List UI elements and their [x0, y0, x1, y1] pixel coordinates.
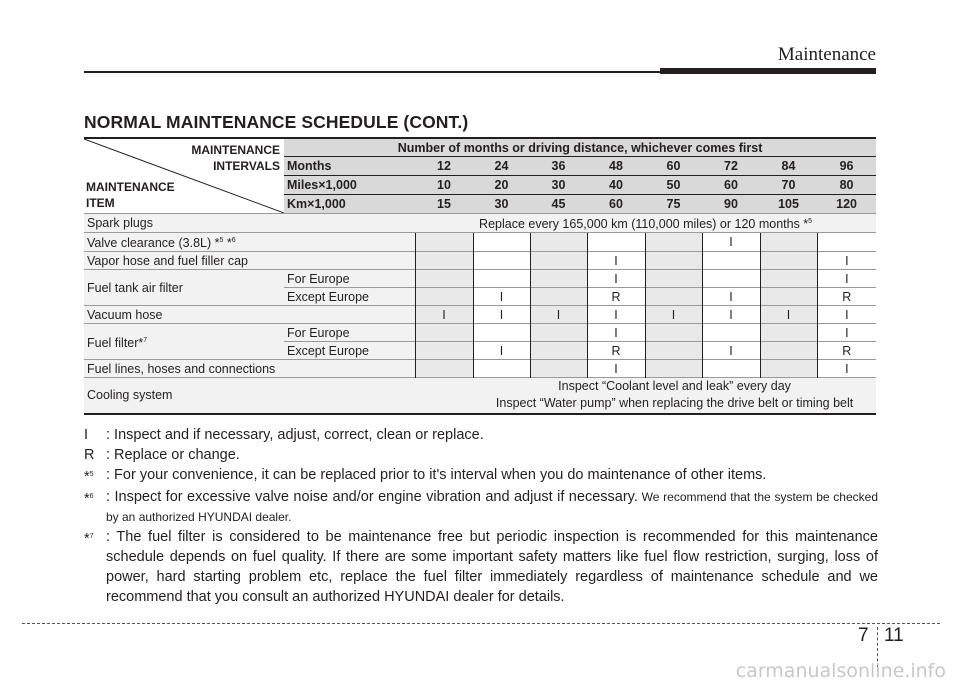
- miles-cell: 80: [817, 176, 876, 195]
- value-cell: [645, 324, 702, 342]
- miles-cell: 60: [702, 176, 760, 195]
- value-cell: [645, 288, 702, 306]
- table-row-cooling-system: [84, 378, 876, 414]
- footer-rule: [22, 623, 940, 624]
- item-label: Cooling system: [84, 378, 473, 414]
- corner-intervals-label: MAINTENANCE INTERVALS: [191, 143, 280, 173]
- value-cell: R: [587, 288, 645, 306]
- header-title: Maintenance: [777, 44, 876, 65]
- value-cell: [415, 233, 473, 252]
- note-6: *$^6$ : Inspect for excessive valve noise and/or engine vibration and adjust if necessary. We recommend that the system be checked by an authorized HYUNDAI dealer.: [84, 489, 878, 524]
- km-cell: 75: [645, 195, 702, 214]
- value-cell: [530, 233, 587, 252]
- value-cell: I: [702, 233, 760, 252]
- months-cell: 24: [473, 157, 530, 176]
- value-cell: [760, 324, 817, 342]
- value-cell: [415, 270, 473, 288]
- value-cell: [530, 252, 587, 270]
- months-cell: 60: [645, 157, 702, 176]
- km-cell: 60: [587, 195, 645, 214]
- interval-header: Number of months or driving distance, whichever comes first: [284, 138, 876, 157]
- miles-cell: 40: [587, 176, 645, 195]
- km-cell: 30: [473, 195, 530, 214]
- page-number: 11: [884, 625, 904, 646]
- value-cell: I: [817, 306, 876, 324]
- table-row-valve-clearance: [84, 233, 876, 252]
- value-cell: [645, 233, 702, 252]
- value-cell: I: [587, 360, 645, 378]
- value-cell: I: [702, 306, 760, 324]
- value-cell: [645, 342, 702, 360]
- value-cell: [530, 324, 587, 342]
- value-cell: I: [473, 306, 530, 324]
- corner-item-label: MAINTENANCE ITEM: [86, 180, 175, 210]
- maintenance-schedule-table: [84, 137, 876, 415]
- value-cell: I: [587, 270, 645, 288]
- value-cell: R: [817, 342, 876, 360]
- miles-cell: 70: [760, 176, 817, 195]
- km-cell: 15: [415, 195, 473, 214]
- months-cell: 12: [415, 157, 473, 176]
- table-row-fuel-lines: [84, 360, 876, 378]
- value-cell: [415, 252, 473, 270]
- cooling-system-note: Inspect “Coolant level and leak” every day Inspect “Water pump” when replacing the drive belt or timing belt: [473, 378, 876, 414]
- value-cell: [415, 360, 473, 378]
- months-cell: 84: [760, 157, 817, 176]
- legend-notes: [84, 425, 878, 607]
- spark-plugs-note: Replace every 165,000 km (110,000 miles) or 120 months *$^5$: [415, 214, 876, 233]
- value-cell: I: [473, 288, 530, 306]
- item-label: Vapor hose and fuel filler cap: [84, 252, 415, 270]
- value-cell: [702, 324, 760, 342]
- value-cell: [760, 233, 817, 252]
- item-label: Fuel lines, hoses and connections: [84, 360, 415, 378]
- value-cell: [530, 270, 587, 288]
- value-cell: [702, 270, 760, 288]
- value-cell: I: [587, 306, 645, 324]
- table-row-fuel-filter-europe: [84, 324, 876, 342]
- value-cell: [645, 270, 702, 288]
- value-cell: [760, 270, 817, 288]
- value-cell: [473, 233, 530, 252]
- months-cell: 48: [587, 157, 645, 176]
- item-label: Valve clearance (3.8L) *$^5$ *$^6$: [84, 233, 415, 252]
- value-cell: I: [587, 324, 645, 342]
- value-cell: [530, 288, 587, 306]
- months-cell: 72: [702, 157, 760, 176]
- sub-label: For Europe: [284, 324, 415, 342]
- miles-cell: 50: [645, 176, 702, 195]
- value-cell: [473, 270, 530, 288]
- table-row-spark-plugs: [84, 214, 876, 233]
- km-cell: 120: [817, 195, 876, 214]
- item-label: Spark plugs: [84, 214, 415, 233]
- km-cell: 105: [760, 195, 817, 214]
- chapter-number: 7: [858, 625, 869, 646]
- value-cell: R: [587, 342, 645, 360]
- value-cell: I: [817, 252, 876, 270]
- sub-label: For Europe: [284, 270, 415, 288]
- item-label: Fuel tank air filter: [84, 270, 284, 306]
- value-cell: I: [415, 306, 473, 324]
- header-rule: [84, 71, 660, 73]
- value-cell: I: [702, 342, 760, 360]
- value-cell: [415, 342, 473, 360]
- value-cell: I: [702, 288, 760, 306]
- value-cell: [645, 360, 702, 378]
- value-cell: I: [817, 270, 876, 288]
- value-cell: [415, 324, 473, 342]
- sub-label: Except Europe: [284, 288, 415, 306]
- note-inspect: I : Inspect and if necessary, adjust, correct, clean or replace.: [84, 427, 484, 443]
- table-row-vapor-hose: [84, 252, 876, 270]
- value-cell: I: [530, 306, 587, 324]
- sub-label: Except Europe: [284, 342, 415, 360]
- watermark: carmanualsonline.info: [735, 660, 946, 682]
- table-row-vacuum-hose: [84, 306, 876, 324]
- value-cell: [645, 252, 702, 270]
- value-cell: I: [817, 324, 876, 342]
- value-cell: [530, 342, 587, 360]
- section-title: NORMAL MAINTENANCE SCHEDULE (CONT.): [84, 112, 469, 132]
- item-label: Vacuum hose: [84, 306, 415, 324]
- value-cell: I: [587, 252, 645, 270]
- value-cell: [587, 233, 645, 252]
- km-label: Km×1,000: [284, 195, 415, 214]
- value-cell: I: [817, 360, 876, 378]
- months-cell: 36: [530, 157, 587, 176]
- months-cell: 96: [817, 157, 876, 176]
- value-cell: [760, 288, 817, 306]
- value-cell: [473, 360, 530, 378]
- table-row-fuel-tank-europe: [84, 270, 876, 288]
- miles-cell: 20: [473, 176, 530, 195]
- value-cell: [760, 360, 817, 378]
- miles-label: Miles×1,000: [284, 176, 415, 195]
- value-cell: [473, 252, 530, 270]
- table-corner-header: [84, 138, 284, 214]
- months-label: Months: [284, 157, 415, 176]
- value-cell: I: [760, 306, 817, 324]
- value-cell: I: [645, 306, 702, 324]
- value-cell: [760, 342, 817, 360]
- header-bar: [660, 68, 876, 74]
- km-cell: 45: [530, 195, 587, 214]
- value-cell: [702, 360, 760, 378]
- miles-cell: 10: [415, 176, 473, 195]
- value-cell: R: [817, 288, 876, 306]
- value-cell: [473, 324, 530, 342]
- note-replace: R : Replace or change.: [84, 447, 240, 463]
- item-label: Fuel filter*$^7$: [84, 324, 284, 360]
- value-cell: [530, 360, 587, 378]
- note-7: *$^7$ : The fuel filter is considered to be maintenance free but periodic inspection is recommended for this maintenance schedule depends on fuel quality. If there are some important safety matters like fuel flow restriction, surging, loss of power, hard starting problem etc, replace the fuel filter immediately regardless of maintenance schedule and we recommend that you consult an authorized HYUNDAI dealer for details.: [84, 529, 878, 605]
- km-cell: 90: [702, 195, 760, 214]
- value-cell: I: [473, 342, 530, 360]
- note-5: *$^5$ : For your convenience, it can be replaced prior to it's interval when you do maintenance of other items.: [84, 467, 767, 485]
- miles-cell: 30: [530, 176, 587, 195]
- value-cell: [415, 288, 473, 306]
- value-cell: [817, 233, 876, 252]
- value-cell: [702, 252, 760, 270]
- value-cell: [760, 252, 817, 270]
